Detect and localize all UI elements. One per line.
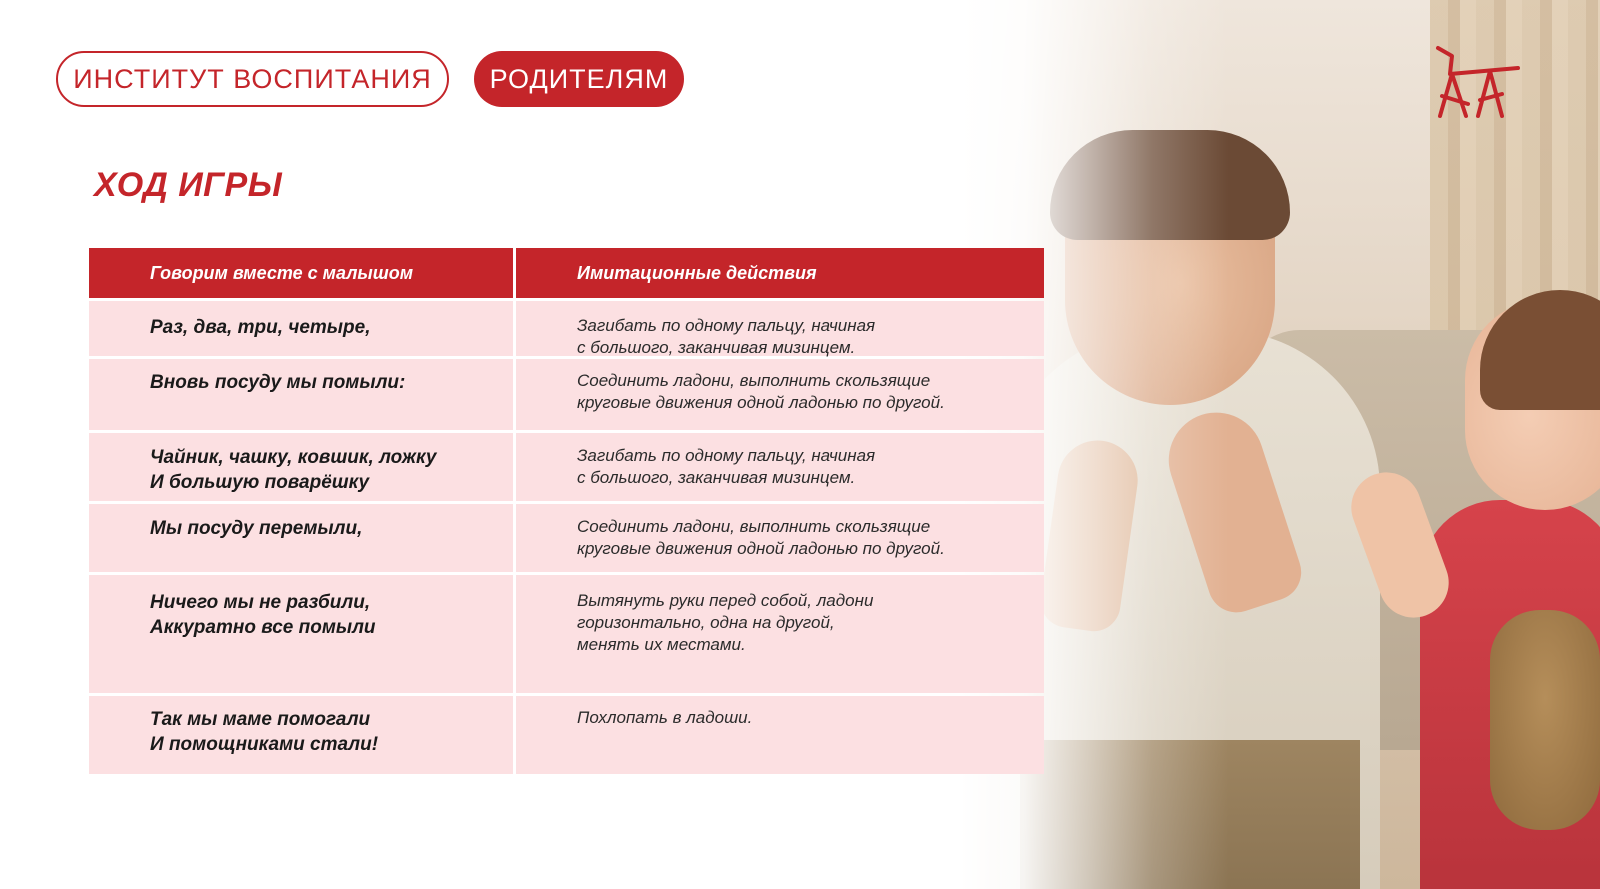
table-row: [89, 696, 1044, 774]
action-cell: [516, 575, 1044, 693]
institute-pill[interactable]: ИНСТИТУТ ВОСПИТАНИЯ: [56, 51, 449, 107]
action-cell: [516, 504, 1044, 572]
say-cell: [89, 301, 513, 356]
column-header-action: Имитационные действия: [516, 248, 1044, 298]
say-text: Мы посуду перемыли,: [150, 518, 363, 539]
table-row: [89, 359, 1044, 430]
action-cell: [516, 433, 1044, 501]
action-text: Загибать по одному пальцу, начиная с большого, заканчивая мизинцем.: [577, 446, 876, 487]
say-text: Вновь посуду мы помыли:: [150, 372, 406, 393]
say-text: Так мы маме помогали И помощниками стали!: [150, 709, 379, 755]
action-cell: [516, 301, 1044, 356]
table-row: [89, 301, 1044, 356]
say-cell: [89, 504, 513, 572]
photo-fade: [960, 0, 1600, 889]
say-cell: [89, 696, 513, 774]
action-text: Соединить ладони, выполнить скользящие круговые движения одной ладонью по другой.: [577, 371, 945, 412]
action-text: Похлопать в ладоши.: [577, 708, 753, 727]
action-cell: [516, 359, 1044, 430]
say-text: Чайник, чашку, ковшик, ложку И большую поварёшку: [150, 447, 437, 493]
action-text: Вытянуть руки перед собой, ладони горизонтально, одна на другой, менять их местами.: [577, 591, 874, 654]
action-text: Соединить ладони, выполнить скользящие круговые движения одной ладонью по другой.: [577, 517, 945, 558]
page-title: ХОД ИГРЫ: [94, 166, 283, 204]
parents-pill[interactable]: РОДИТЕЛЯМ: [474, 51, 684, 107]
say-text: Ничего мы не разбили, Аккуратно все помыли: [150, 592, 376, 638]
say-cell: [89, 433, 513, 501]
table-row: [89, 575, 1044, 693]
father-daughter-photo: [960, 0, 1600, 889]
table-row: [89, 433, 1044, 501]
say-text: Раз, два, три, четыре,: [150, 317, 371, 338]
action-cell: [516, 696, 1044, 774]
table-header-row: [89, 248, 1044, 298]
say-cell: [89, 575, 513, 693]
game-steps-table: [89, 248, 1044, 777]
horse-logo-icon: [1430, 44, 1522, 120]
table-row: [89, 504, 1044, 572]
column-header-say: Говорим вместе с малышом: [89, 248, 513, 298]
say-cell: [89, 359, 513, 430]
action-text: Загибать по одному пальцу, начиная с большого, заканчивая мизинцем.: [577, 316, 876, 357]
